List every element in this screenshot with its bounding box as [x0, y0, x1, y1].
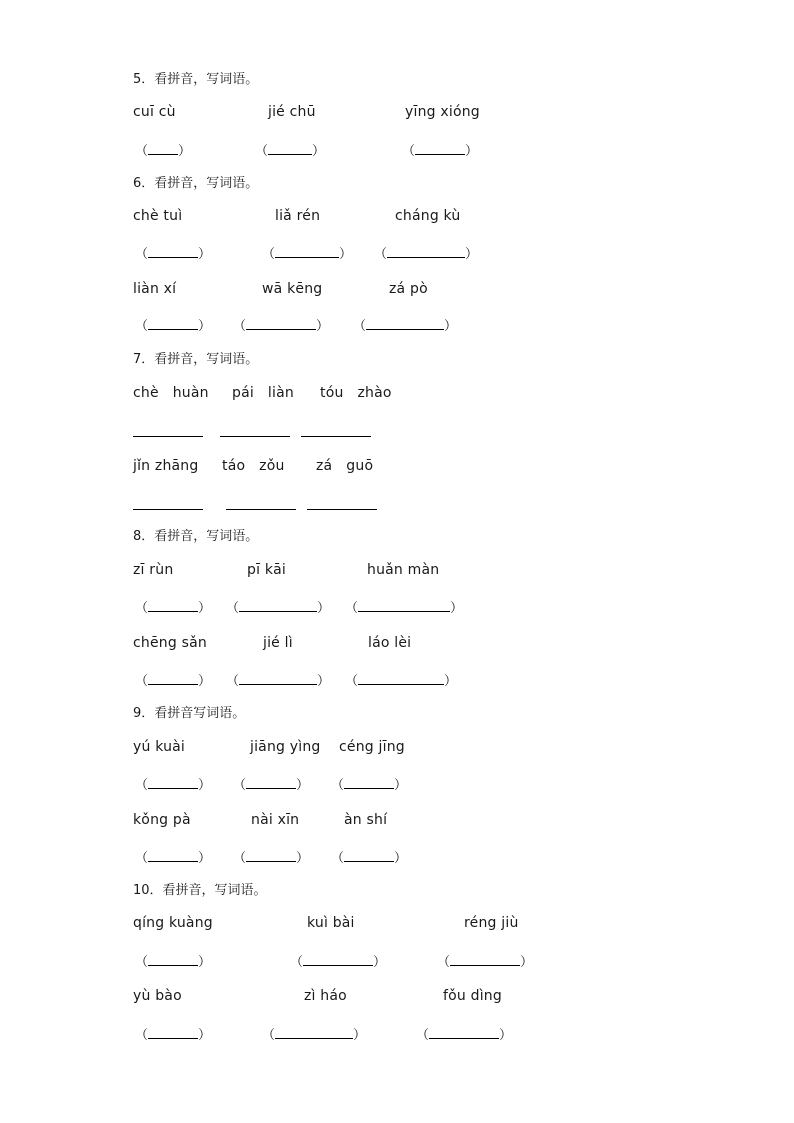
pinyin: liàn xí [133, 281, 177, 297]
answer-line[interactable] [301, 436, 371, 437]
answer-blank[interactable]: （ ） [135, 319, 211, 334]
pinyin: yīng xióng [405, 104, 480, 120]
answer-blank[interactable]: （ ） [262, 247, 352, 262]
pinyin: pī kāi [247, 562, 287, 578]
pinyin: láo lèi [368, 635, 412, 651]
pinyin: kuì bài [307, 915, 355, 931]
answer-line[interactable] [133, 436, 203, 437]
answer-blank[interactable]: （ ） [255, 144, 325, 159]
pinyin: jǐn zhāng [133, 458, 199, 474]
answer-blank[interactable]: （ ） [226, 601, 330, 616]
pinyin: àn shí [344, 812, 388, 828]
answer-blank[interactable]: （ ） [233, 851, 309, 866]
answer-blank[interactable]: （ ） [233, 319, 329, 334]
answer-blank[interactable]: （ ） [345, 674, 457, 689]
pinyin: céng jīng [339, 739, 405, 755]
pinyin: zì háo [304, 988, 347, 1004]
question-8-title: 8．看拼音，写词语。 [133, 529, 259, 544]
question-6-title: 6．看拼音，写词语。 [133, 176, 259, 191]
pinyin: kǒng pà [133, 812, 191, 828]
pinyin: táo zǒu [222, 458, 285, 474]
answer-blank[interactable]: （ ） [135, 247, 211, 262]
pinyin: huǎn màn [367, 562, 440, 578]
answer-blank[interactable]: （ ） [135, 674, 211, 689]
answer-blank[interactable]: （ ） [262, 1028, 366, 1043]
pinyin: wā kēng [262, 281, 323, 297]
answer-line[interactable] [307, 509, 377, 510]
answer-blank[interactable]: （ ） [416, 1028, 512, 1043]
answer-blank[interactable]: （ ） [135, 955, 211, 970]
answer-blank[interactable]: （ ） [135, 778, 211, 793]
pinyin: yù bào [133, 988, 182, 1004]
pinyin: zá pò [389, 281, 428, 297]
answer-blank[interactable]: （ ） [233, 778, 309, 793]
question-9-title: 9．看拼音写词语。 [133, 706, 246, 721]
pinyin: fǒu dìng [443, 988, 502, 1004]
pinyin: chè tuì [133, 208, 183, 224]
answer-blank[interactable]: （ ） [226, 674, 330, 689]
answer-blank[interactable]: （ ） [331, 778, 407, 793]
pinyin: cuī cù [133, 104, 176, 120]
pinyin: qíng kuàng [133, 915, 213, 931]
pinyin: jié lì [263, 635, 293, 651]
question-10-title: 10．看拼音，写词语。 [133, 883, 267, 898]
answer-blank[interactable]: （ ） [345, 601, 463, 616]
answer-blank[interactable]: （ ） [353, 319, 457, 334]
pinyin: cháng kù [395, 208, 461, 224]
pinyin: zī rùn [133, 562, 174, 578]
pinyin: jié chū [268, 104, 316, 120]
answer-blank[interactable]: （ ） [290, 955, 386, 970]
answer-blank[interactable]: （ ） [437, 955, 533, 970]
answer-blank[interactable]: （ ） [135, 1028, 211, 1043]
question-5-title: 5．看拼音，写词语。 [133, 72, 259, 87]
pinyin: jiāng yìng [250, 739, 321, 755]
answer-blank[interactable]: （ ） [135, 851, 211, 866]
answer-blank[interactable]: （ ） [331, 851, 407, 866]
pinyin: zá guō [316, 458, 374, 474]
answer-line[interactable] [226, 509, 296, 510]
pinyin: nài xīn [251, 812, 300, 828]
answer-line[interactable] [133, 509, 203, 510]
question-7-title: 7．看拼音，写词语。 [133, 352, 259, 367]
answer-line[interactable] [220, 436, 290, 437]
pinyin: chēng sǎn [133, 635, 207, 651]
pinyin: pái liàn [232, 385, 294, 401]
pinyin: yú kuài [133, 739, 186, 755]
answer-blank[interactable]: （ ） [374, 247, 478, 262]
answer-blank[interactable]: （ ） [402, 144, 478, 159]
pinyin: réng jiù [464, 915, 519, 931]
pinyin: tóu zhào [320, 385, 392, 401]
pinyin: liǎ rén [275, 208, 321, 224]
pinyin: chè huàn [133, 385, 209, 401]
answer-blank[interactable]: （ ） [135, 601, 211, 616]
answer-blank[interactable]: （ ） [135, 144, 191, 159]
